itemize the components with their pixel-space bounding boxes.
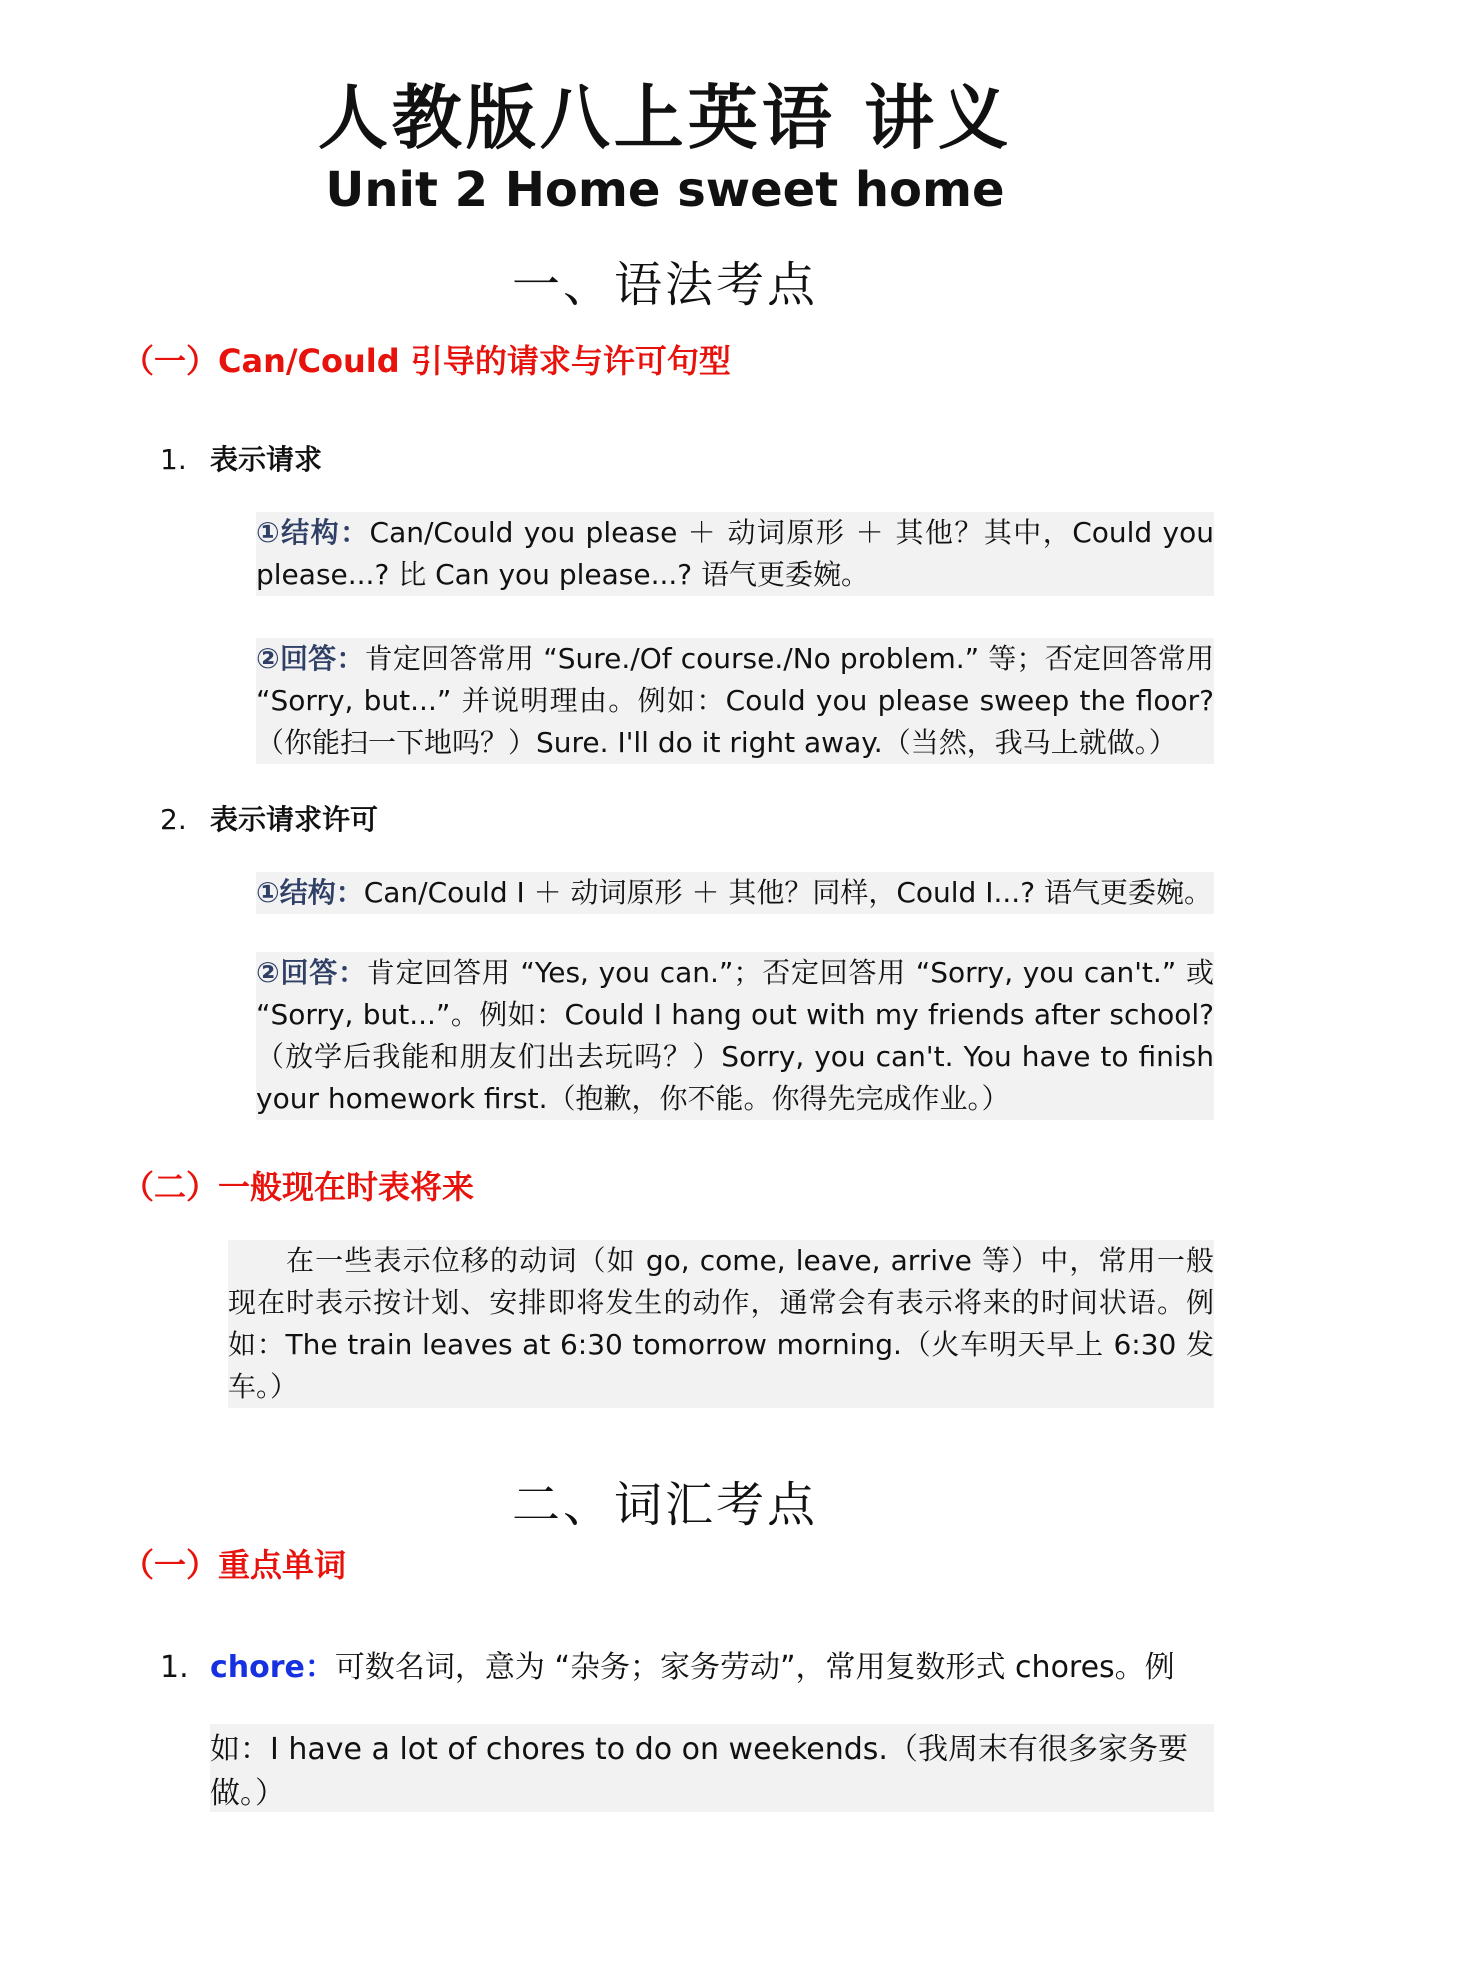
part2-title: 二、词汇考点 bbox=[511, 1477, 818, 1533]
list-label: 表示请求 bbox=[210, 443, 323, 476]
list-number: 1. bbox=[160, 1650, 189, 1685]
structure-label: ①结构： bbox=[256, 516, 370, 549]
unit-title: Unit 2 Home sweet home bbox=[325, 162, 1005, 218]
request-answer-block bbox=[256, 638, 1214, 764]
present-future-block: 在一些表示位移的动词（如 go, come, leave, arrive 等）中，常用一般现在时表示按计划、安排即将发生的动作，通常会有表示将来的时间状语。例如：The train leaves at 6:30 tomorrow morning.（火车明天早上 6:30 发车。） bbox=[228, 1240, 1214, 1408]
list-number: 1. bbox=[160, 443, 187, 476]
list-item-request bbox=[160, 438, 322, 478]
section-heading-key-words: （一）重点单词 bbox=[122, 1546, 347, 1584]
vocab-definition: 可数名词，意为 “杂务；家务劳动”，常用复数形式 chores。例 bbox=[334, 1650, 1175, 1685]
structure-text: Can/Could I ＋ 动词原形 ＋ 其他？同样，Could I...? 语气更委婉。 bbox=[363, 876, 1212, 909]
permission-answer-block bbox=[256, 952, 1214, 1120]
answer-text: 肯定回答用 “Yes, you can.”；否定回答用 “Sorry, you can't.” 或 “Sorry, but...”。例如：Could I hang out with my friends after school?（放学后我能和朋友们出去玩吗？）Sorry, you can't. You have to finish your homework first.（抱歉，你不能。你得先完成作业。） bbox=[256, 956, 1214, 1115]
answer-label: ②回答： bbox=[256, 642, 365, 675]
answer-text: 肯定回答常用 “Sure./Of course./No problem.” 等；否定回答常用 “Sorry, but...” 并说明理由。例如：Could you please sweep the floor?（你能扫一下地吗？）Sure. I'll do it right away.（当然，我马上就做。） bbox=[256, 642, 1214, 759]
list-label: 表示请求许可 bbox=[210, 803, 379, 836]
structure-label: ①结构： bbox=[256, 876, 364, 909]
permission-structure-block bbox=[256, 872, 1214, 914]
document-title: 人教版八上英语 讲义 bbox=[317, 77, 1013, 159]
structure-text: Can/Could you please ＋ 动词原形 ＋ 其他？其中，Could you please...? 比 Can you please...? 语气更委婉。 bbox=[256, 516, 1214, 591]
vocab-word: chore： bbox=[210, 1650, 335, 1685]
part1-title: 一、语法考点 bbox=[511, 257, 818, 313]
list-item-permission bbox=[160, 798, 378, 838]
section-heading-can-could: （一）Can/Could 引导的请求与许可句型 bbox=[122, 342, 731, 380]
answer-label: ②回答： bbox=[256, 956, 367, 989]
vocab-item-chore bbox=[160, 1642, 1175, 1686]
vocab-example: 如：I have a lot of chores to do on weekends.（我周末有很多家务要做。） bbox=[210, 1724, 1214, 1812]
section-heading-present-future: （二）一般现在时表将来 bbox=[122, 1168, 475, 1206]
request-structure-block bbox=[256, 512, 1214, 596]
list-number: 2. bbox=[160, 803, 187, 836]
